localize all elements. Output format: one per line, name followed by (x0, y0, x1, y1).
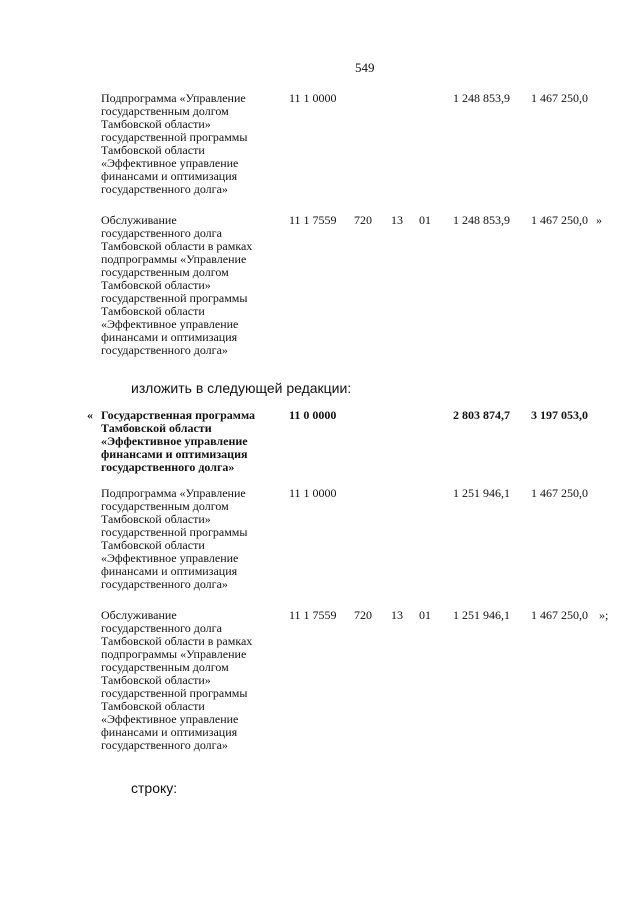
row-subsection: 01 (419, 608, 431, 622)
row-section: 13 (391, 608, 403, 622)
row-description: Государственная программа Тамбовской области «Эффективное управление финансами и оптимизация государственного долга» (101, 408, 256, 474)
row-amount-year-1: 1 248 853,9 (453, 213, 510, 227)
closing-quote: »; (599, 608, 609, 622)
edit-instruction: изложить в следующей редакции: (131, 380, 352, 396)
page-number: 549 (355, 60, 375, 75)
row-amount-year-2: 1 467 250,0 (531, 91, 588, 105)
row-description: Подпрограмма «Управление государственным долгом Тамбовской области» государственной программы Тамбовской области «Эффективное управление финансами и оптимизация государственного долга» (101, 91, 248, 196)
row-amount-year-1: 1 251 946,1 (453, 608, 510, 622)
row-amount-year-1: 1 251 946,1 (453, 486, 510, 500)
row-target-code: 11 1 0000 (289, 91, 337, 105)
row-amount-year-1: 1 248 853,9 (453, 91, 510, 105)
row-target-code: 11 1 7559 (289, 608, 337, 622)
row-target-code: 11 0 0000 (289, 408, 337, 422)
row-target-code: 11 1 0000 (289, 486, 337, 500)
row-amount-year-2: 1 467 250,0 (531, 486, 588, 500)
row-amount-year-1: 2 803 874,7 (453, 408, 510, 422)
opening-quote: « (87, 408, 93, 422)
row-subsection: 01 (419, 213, 431, 227)
closing-quote: » (596, 213, 602, 227)
row-amount-year-2: 1 467 250,0 (531, 213, 588, 227)
row-amount-year-2: 3 197 053,0 (531, 408, 588, 422)
row-description: Обслуживание государственного долга Тамбовской области в рамках подпрограммы «Управление государственным долгом Тамбовской области» государственной программы Тамбовской области «Эффективное управление финансами и оптимизация государственного долга» (101, 213, 253, 357)
row-amount-year-2: 1 467 250,0 (531, 608, 588, 622)
row-section: 13 (391, 213, 403, 227)
edit-instruction: строку: (131, 780, 178, 796)
row-description: Обслуживание государственного долга Тамбовской области в рамках подпрограммы «Управление государственным долгом Тамбовской области» государственной программы Тамбовской области «Эффективное управление финансами и оптимизация государственного долга» (101, 608, 253, 752)
row-expense-type: 720 (354, 608, 372, 622)
row-expense-type: 720 (354, 213, 372, 227)
row-description: Подпрограмма «Управление государственным долгом Тамбовской области» государственной программы Тамбовской области «Эффективное управление финансами и оптимизация государственного долга» (101, 486, 248, 591)
row-target-code: 11 1 7559 (289, 213, 337, 227)
